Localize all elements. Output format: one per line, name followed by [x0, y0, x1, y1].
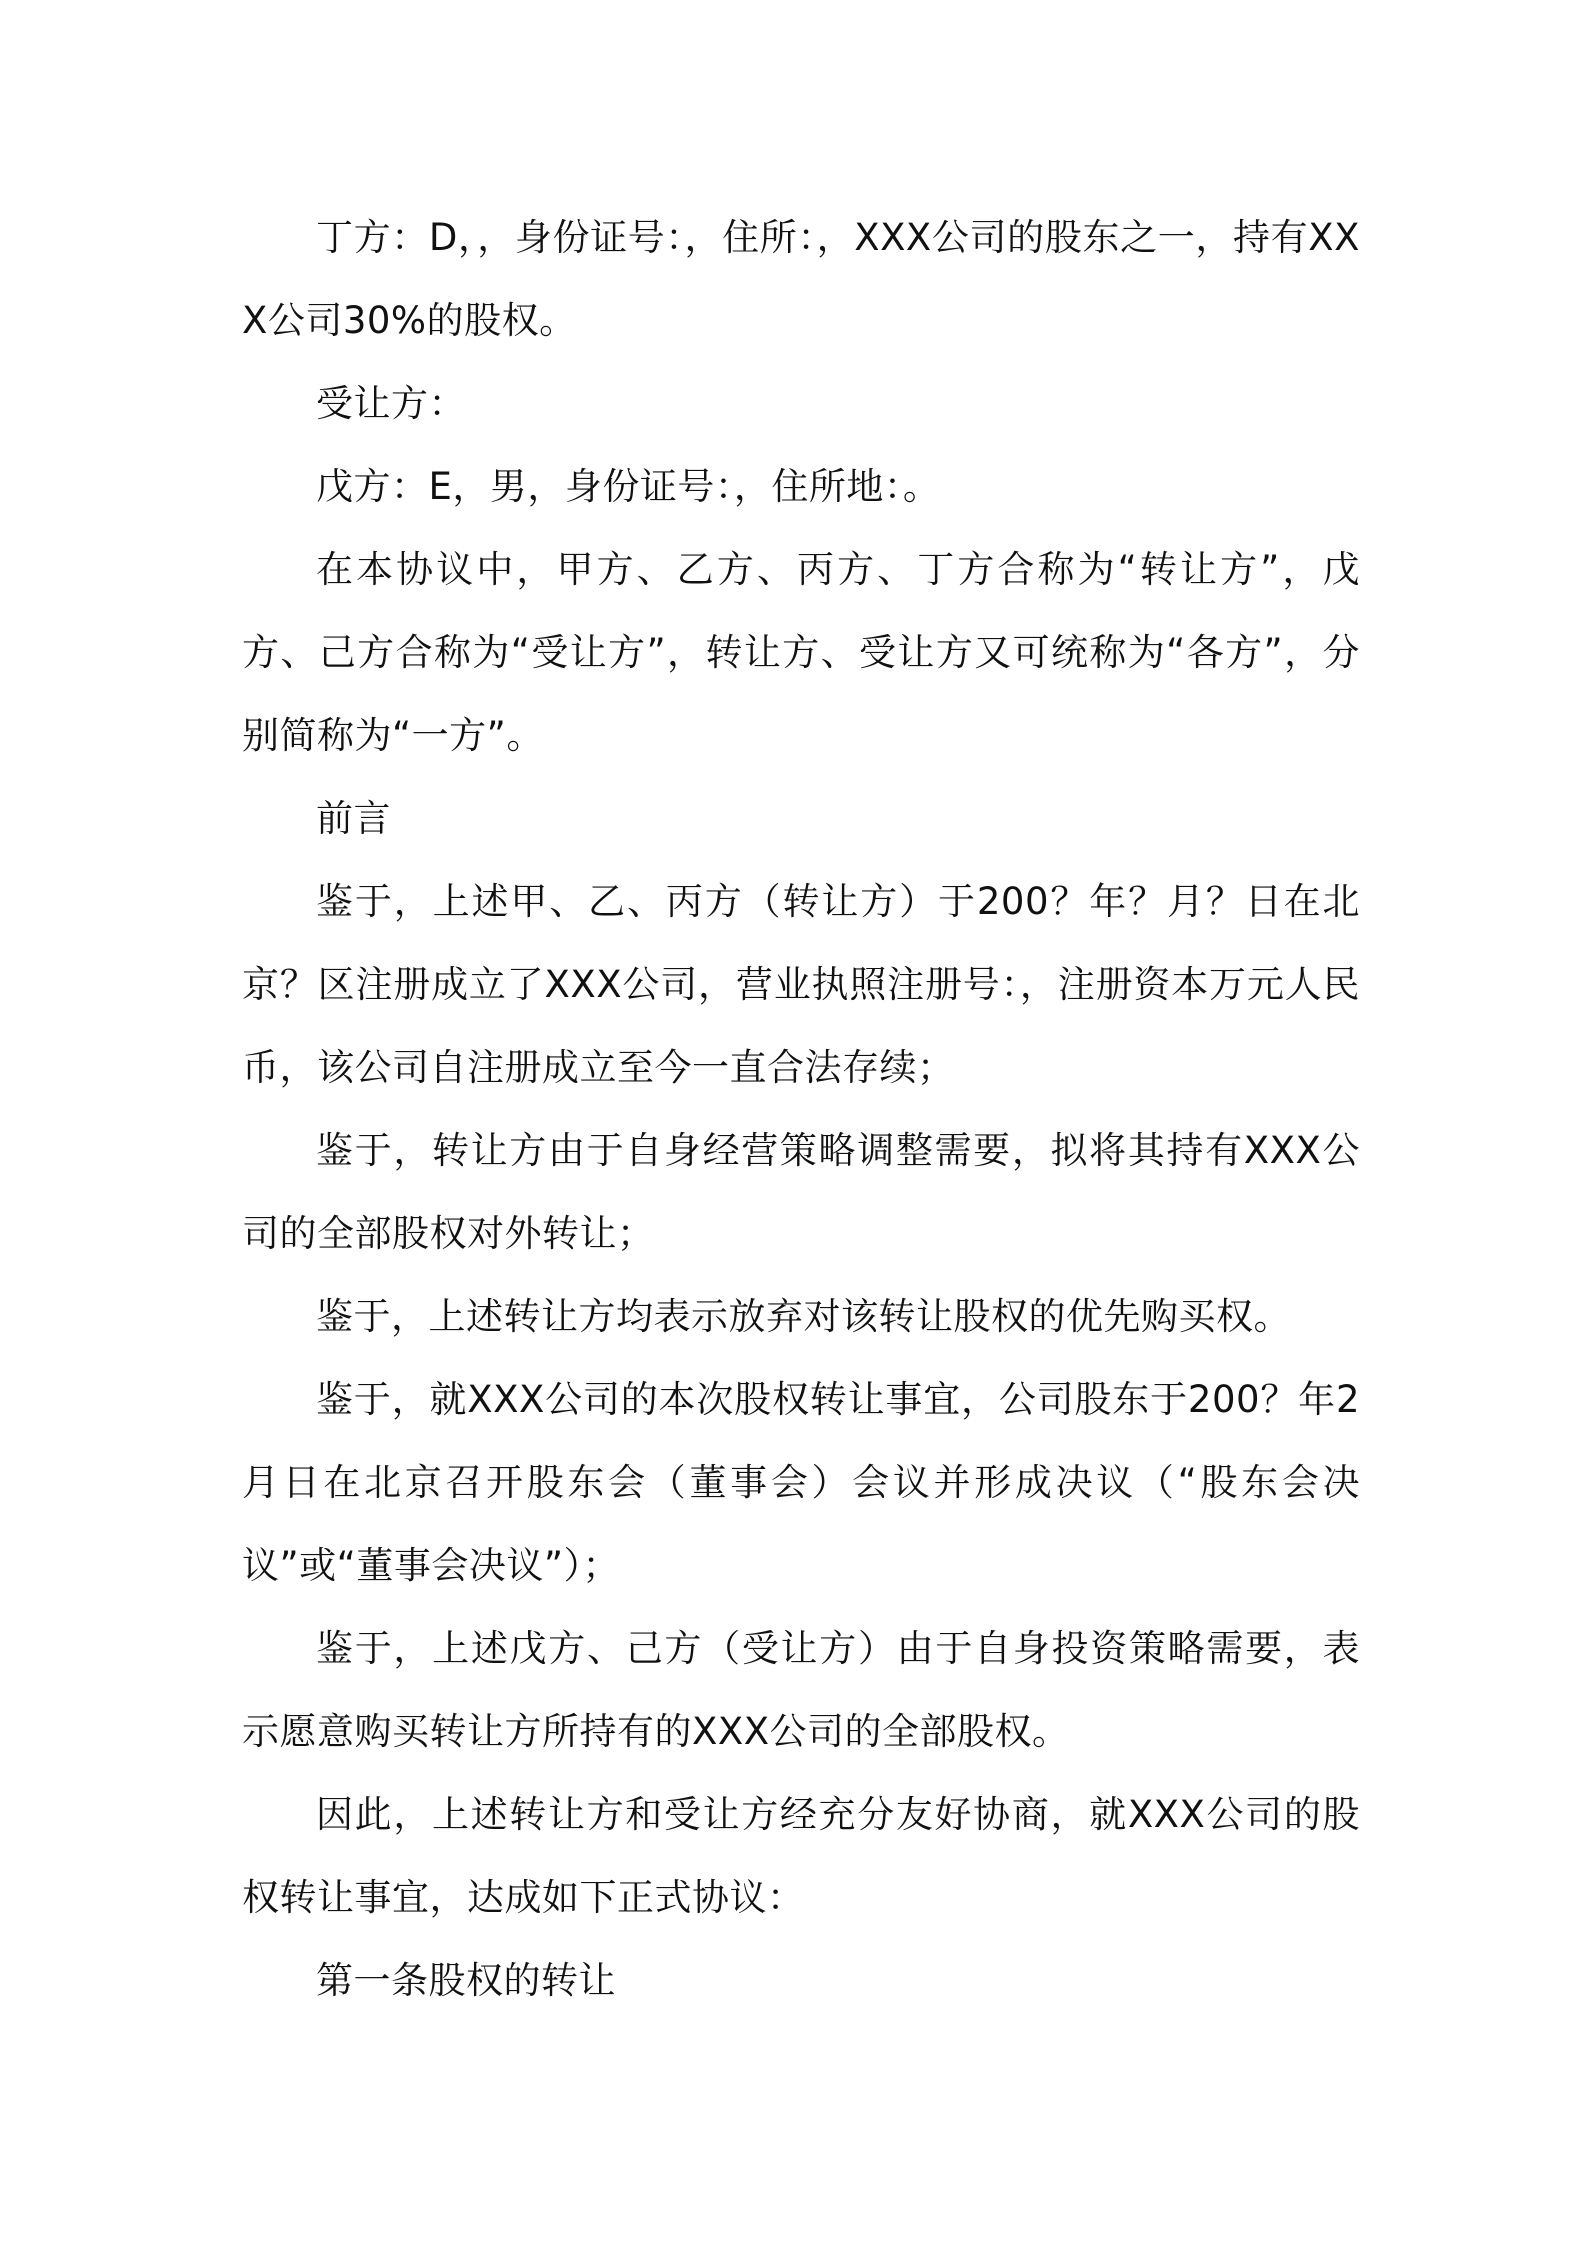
- definitions-paragraph: 在本协议中，甲方、乙方、丙方、丁方合称为“转让方”，戊方、己方合称为“受让方”，转让方、受让方又可统称为“各方”，分别简称为“一方”。: [242, 548, 1360, 757]
- preamble-heading: 前言: [316, 797, 391, 840]
- therefore-paragraph: 因此，上述转让方和受让方经充分友好协商，就XXX公司的股权转让事宜，达成如下正式协议：: [242, 1793, 1360, 1919]
- whereas-paragraph-2: 鉴于，转让方由于自身经营策略调整需要，拟将其持有XXX公司的全部股权对外转让；: [242, 1129, 1360, 1255]
- whereas-paragraph-3: 鉴于，上述转让方均表示放弃对该转让股权的优先购买权。: [316, 1295, 1291, 1338]
- whereas-paragraph-1: 鉴于，上述甲、乙、丙方（转让方）于200？年？月？日在北京？区注册成立了XXX公司，营业执照注册号：，注册资本万元人民币，该公司自注册成立至今一直合法存续；: [242, 880, 1360, 1089]
- document-body: [242, 196, 1360, 2022]
- whereas-paragraph-5: 鉴于，上述戊方、己方（受让方）由于自身投资策略需要，表示愿意购买转让方所持有的XXX公司的全部股权。: [242, 1627, 1360, 1753]
- transferee-heading: 受让方：: [316, 382, 466, 425]
- whereas-paragraph-4: 鉴于，就XXX公司的本次股权转让事宜，公司股东于200？年2月日在北京召开股东会（董事会）会议并形成决议（“股东会决议”或“董事会决议”）；: [242, 1378, 1360, 1587]
- party-d-paragraph: 丁方：D，，身份证号：，住所：，XXX公司的股东之一，持有XXX公司30%的股权。: [242, 216, 1360, 342]
- article-one-heading: 第一条股权的转让: [316, 1959, 616, 2002]
- party-e-paragraph: 戊方：E，男，身份证号：，住所地：。: [316, 465, 941, 508]
